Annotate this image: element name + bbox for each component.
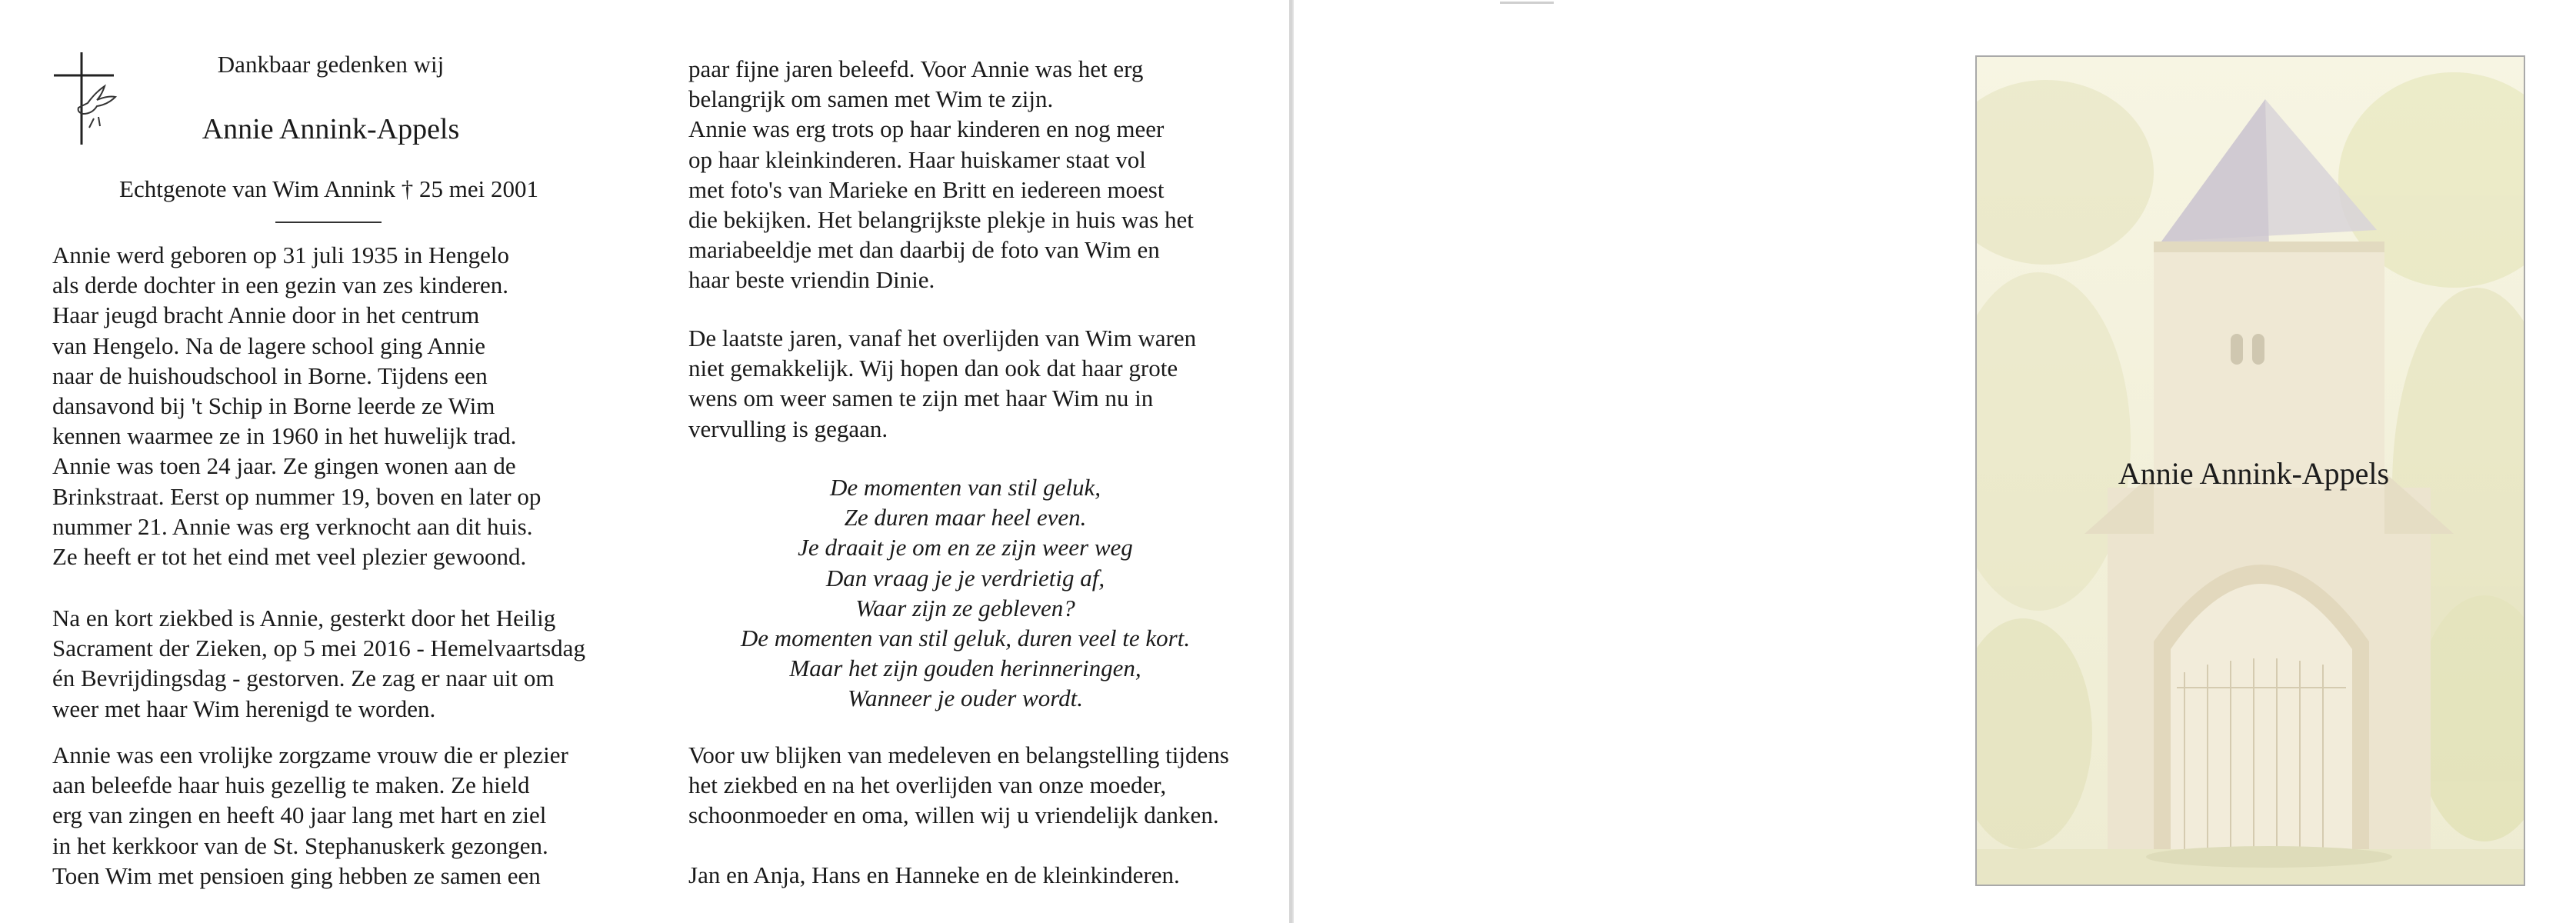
poem-line: Je draait je om en ze zijn weer weg — [798, 534, 1133, 561]
text-line: én Bevrijdingsdag - gestorven. Ze zag er naar uit om — [52, 665, 555, 692]
text-line: haar beste vriendin Dinie. — [688, 266, 935, 294]
middle-paragraph-2 — [688, 323, 1242, 444]
text-line: dansavond bij 't Schip in Borne leerde ze Wim — [52, 392, 495, 420]
text-line: kennen waarmee ze in 1960 in het huwelijk trad. — [52, 422, 517, 450]
text-line: als derde dochter in een gezin van zes kinderen. — [52, 272, 509, 299]
text-line: van Hengelo. Na de lagere school ging Annie — [52, 332, 485, 359]
text-line: Voor uw blijken van medeleven en belangstelling tijdens — [688, 741, 1229, 768]
intro-text: Dankbaar gedenken wij — [217, 51, 445, 78]
divider — [275, 222, 382, 223]
text-line: belangrijk om samen met Wim te zijn. — [688, 85, 1054, 113]
text-line: mariabeeldje met dan daarbij de foto van Wim en — [688, 236, 1160, 264]
biography-paragraph-1 — [52, 240, 605, 571]
poem-line: Maar het zijn gouden herinneringen, — [789, 655, 1141, 682]
text-line: met foto's van Marieke en Britt en iedereen moest — [688, 175, 1165, 203]
scan-mark — [1500, 2, 1554, 4]
text-line: Annie was een vrolijke zorgzame vrouw die er plezier — [52, 741, 568, 768]
poem-line: De momenten van stil geluk, duren veel te kort. — [740, 625, 1191, 652]
deceased-name: Annie Annink-Appels — [202, 113, 460, 145]
cross-with-dove-icon — [54, 52, 118, 149]
text-line: aan beleefde haar huis gezellig te maken. Ze hield — [52, 771, 530, 799]
text-line: naar de huishoudschool in Borne. Tijdens een — [52, 362, 488, 389]
poem-line: Dan vraag je je verdrietig af, — [825, 564, 1105, 591]
cover-name: Annie Annink-Appels — [2118, 456, 2390, 491]
text-line: Annie was toen 24 jaar. Ze gingen wonen aan de — [52, 452, 516, 480]
text-line: vervulling is gegaan. — [688, 415, 888, 442]
text-line: paar fijne jaren beleefd. Voor Annie was het erg — [688, 55, 1144, 82]
text-line: Annie werd geboren op 31 juli 1935 in Hengelo — [52, 242, 510, 268]
text-line: niet gemakkelijk. Wij hopen dan ook dat haar grote — [688, 355, 1178, 382]
biography-paragraph-3 — [52, 740, 605, 891]
text-line: in het kerkkoor van de St. Stephanuskerk gezongen. — [52, 831, 548, 859]
text-line: wens om weer samen te zijn met haar Wim nu in — [688, 385, 1154, 412]
text-line: Sacrament der Zieken, op 5 mei 2016 - Hemelvaartsdag — [52, 635, 585, 662]
text-line: Annie was erg trots op haar kinderen en nog meer — [688, 115, 1165, 143]
poem-line: Ze duren maar heel even. — [844, 504, 1087, 531]
text-line: op haar kleinkinderen. Haar huiskamer staat vol — [688, 145, 1146, 173]
middle-paragraph-1 — [688, 54, 1242, 295]
text-line: nummer 21. Annie was erg verknocht aan dit huis. — [52, 512, 533, 540]
text-line: De laatste jaren, vanaf het overlijden van Wim waren — [688, 325, 1197, 352]
poem-line: Waar zijn ze gebleven? — [855, 594, 1075, 621]
signature-line: Jan en Anja, Hans en Hanneke en de kleinkinderen. — [688, 861, 1180, 888]
text-line: Ze heeft er tot het eind met veel plezier gewoond. — [52, 543, 527, 571]
text-line: Brinkstraat. Eerst op nummer 19, boven en later op — [52, 482, 542, 510]
text-line: Haar jeugd bracht Annie door in het centrum — [52, 302, 480, 329]
spouse-line: Echtgenote van Wim Annink † 25 mei 2001 — [119, 175, 538, 202]
text-line: het ziekbed en na het overlijden van onze moeder, — [688, 771, 1167, 799]
text-line: weer met haar Wim herenigd te worden. — [52, 695, 436, 722]
text-line: erg van zingen en heeft 40 jaar lang met hart en ziel — [52, 801, 547, 829]
text-line: die bekijken. Het belangrijkste plekje in huis was het — [688, 206, 1194, 234]
thanks-paragraph — [688, 740, 1242, 831]
biography-paragraph-2 — [52, 603, 605, 724]
memorial-poem — [688, 472, 1242, 714]
poem-line: De momenten van stil geluk, — [829, 474, 1101, 501]
text-line: Toen Wim met pensioen ging hebben ze samen een — [52, 861, 541, 889]
text-line: Na en kort ziekbed is Annie, gesterkt door het Heilig — [52, 605, 556, 631]
text-line: schoonmoeder en oma, willen wij u vriendelijk danken. — [688, 801, 1219, 829]
poem-line: Wanneer je ouder wordt. — [848, 685, 1083, 712]
